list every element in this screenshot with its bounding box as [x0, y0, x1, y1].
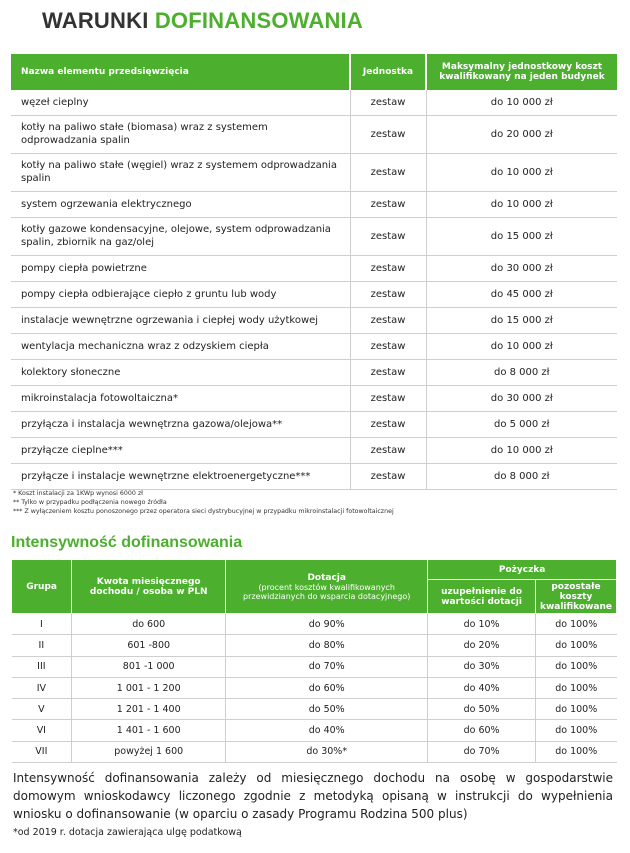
description-paragraph: Intensywność dofinansowania zależy od miesięcznego dochodu na osobę w gospodarstwie domowym wnioskodawcy liczonego zgodnie z metodyką opisaną w instrukcji do wypełnienia wniosku o dofinansowanie (w oparciu o zasady Programu Rodzina 500 plus)	[13, 771, 613, 821]
table-row	[12, 635, 617, 656]
table-row	[11, 333, 617, 359]
table-row	[11, 115, 617, 153]
cell-group: III	[12, 656, 72, 677]
cell-unit: zestaw	[350, 281, 426, 307]
header-loan-supplement: uzupełnienie do wartości dotacji	[428, 580, 536, 614]
cell-loan-supplement: do 40%	[428, 677, 536, 698]
cell-loan-supplement: do 50%	[428, 699, 536, 720]
cell-income: 1 401 - 1 600	[72, 720, 226, 741]
table-row	[12, 699, 617, 720]
cell-element: kotły na paliwo stałe (biomasa) wraz z systemem odprowadzania spalin	[11, 115, 350, 153]
cell-cost: do 15 000 zł	[426, 307, 617, 333]
costs-table-body	[11, 90, 617, 489]
header-income: Kwota miesięcznego dochodu / osoba w PLN	[72, 560, 226, 614]
cell-element: kolektory słoneczne	[11, 359, 350, 385]
table-row	[11, 255, 617, 281]
cell-group: I	[12, 614, 72, 635]
cell-element: przyłącza i instalacja wewnętrzna gazowa/olejowa**	[11, 411, 350, 437]
cell-group: II	[12, 635, 72, 656]
cell-unit: zestaw	[350, 437, 426, 463]
header-loan: Pożyczka	[428, 560, 617, 580]
cell-loan-supplement: do 60%	[428, 720, 536, 741]
table-row	[11, 359, 617, 385]
table-row	[12, 656, 617, 677]
table-row	[11, 153, 617, 191]
cell-loan-other: do 100%	[535, 677, 616, 698]
table-row	[11, 90, 617, 115]
cell-loan-other: do 100%	[535, 741, 616, 762]
table-row	[12, 720, 617, 741]
cell-cost: do 20 000 zł	[426, 115, 617, 153]
header-grant	[226, 560, 428, 614]
cell-loan-supplement: do 70%	[428, 741, 536, 762]
header-loan-other: pozostałe koszty kwalifikowane	[535, 580, 616, 614]
cell-loan-other: do 100%	[535, 699, 616, 720]
cell-element: system ogrzewania elektrycznego	[11, 191, 350, 217]
table-row	[11, 385, 617, 411]
cell-cost: do 10 000 zł	[426, 333, 617, 359]
cell-unit: zestaw	[350, 359, 426, 385]
cell-income: 801 -1 000	[72, 656, 226, 677]
cell-cost: do 10 000 zł	[426, 90, 617, 115]
cell-loan-supplement: do 20%	[428, 635, 536, 656]
cell-income: 601 -800	[72, 635, 226, 656]
cell-element: kotły na paliwo stałe (węgiel) wraz z systemem odprowadzania spalin	[11, 153, 350, 191]
cell-cost: do 8 000 zł	[426, 359, 617, 385]
cell-loan-other: do 100%	[535, 720, 616, 741]
header-unit: Jednostka	[350, 54, 426, 90]
table-row	[11, 281, 617, 307]
cell-unit: zestaw	[350, 153, 426, 191]
cell-loan-supplement: do 30%	[428, 656, 536, 677]
table-row	[11, 191, 617, 217]
cell-grant: do 50%	[226, 699, 428, 720]
cell-grant: do 70%	[226, 656, 428, 677]
cell-element: pompy ciepła odbierające ciepło z gruntu lub wody	[11, 281, 350, 307]
cell-element: instalacje wewnętrzne ogrzewania i ciepłej wody użytkowej	[11, 307, 350, 333]
intensity-table-body	[12, 614, 617, 763]
table-row	[12, 614, 617, 635]
costs-table-header	[11, 54, 617, 90]
cell-loan-other: do 100%	[535, 656, 616, 677]
footnote-3: *** Z wyłączeniem kosztu ponoszonego przez operatora sieci dystrybucyjnej w przypadku mikroinstalacji fotowoltaicznej	[13, 508, 394, 515]
footnotes	[13, 489, 394, 516]
cell-unit: zestaw	[350, 411, 426, 437]
cell-grant: do 40%	[226, 720, 428, 741]
cell-unit: zestaw	[350, 333, 426, 359]
title-part-1: WARUNKI	[42, 8, 149, 33]
cell-element: przyłącze i instalacje wewnętrzne elektroenergetyczne***	[11, 463, 350, 489]
header-max-cost: Maksymalny jednostkowy koszt kwalifikowany na jeden budynek	[426, 54, 617, 90]
cell-unit: zestaw	[350, 90, 426, 115]
cell-group: VII	[12, 741, 72, 762]
page-title	[42, 8, 363, 34]
table-row	[11, 217, 617, 255]
cell-unit: zestaw	[350, 463, 426, 489]
title-part-2: DOFINANSOWANIA	[154, 8, 363, 33]
cell-cost: do 30 000 zł	[426, 385, 617, 411]
cell-income: 1 201 - 1 400	[72, 699, 226, 720]
cell-unit: zestaw	[350, 191, 426, 217]
cell-element: kotły gazowe kondensacyjne, olejowe, system odprowadzania spalin, zbiornik na gaz/olej	[11, 217, 350, 255]
header-group: Grupa	[12, 560, 72, 614]
footnote-1: * Koszt instalacji za 1KWp wynosi 6000 zł	[13, 490, 143, 497]
cell-unit: zestaw	[350, 255, 426, 281]
cell-loan-supplement: do 10%	[428, 614, 536, 635]
cell-income: do 600	[72, 614, 226, 635]
cell-unit: zestaw	[350, 115, 426, 153]
cell-cost: do 10 000 zł	[426, 191, 617, 217]
cell-loan-other: do 100%	[535, 635, 616, 656]
cell-cost: do 45 000 zł	[426, 281, 617, 307]
header-grant-title: Dotacja	[307, 572, 346, 583]
cell-cost: do 10 000 zł	[426, 153, 617, 191]
intensity-table	[11, 559, 617, 763]
table-row	[11, 437, 617, 463]
table-row	[12, 741, 617, 762]
table-row	[12, 677, 617, 698]
table-row	[11, 463, 617, 489]
cell-cost: do 8 000 zł	[426, 463, 617, 489]
cell-group: IV	[12, 677, 72, 698]
cell-income: powyżej 1 600	[72, 741, 226, 762]
cell-element: przyłącze cieplne***	[11, 437, 350, 463]
cell-cost: do 5 000 zł	[426, 411, 617, 437]
footnote-2: ** Tylko w przypadku podłączenia nowego źródła	[13, 499, 167, 506]
cell-unit: zestaw	[350, 385, 426, 411]
cell-unit: zestaw	[350, 217, 426, 255]
costs-table	[11, 54, 617, 490]
table-row	[11, 307, 617, 333]
cell-unit: zestaw	[350, 307, 426, 333]
cell-group: VI	[12, 720, 72, 741]
cell-grant: do 90%	[226, 614, 428, 635]
cell-cost: do 10 000 zł	[426, 437, 617, 463]
cell-grant: do 30%*	[226, 741, 428, 762]
cell-element: węzeł cieplny	[11, 90, 350, 115]
header-element-name: Nazwa elementu przedsięwzięcia	[11, 54, 350, 90]
table-row	[11, 411, 617, 437]
section-subtitle: Intensywność dofinansowania	[11, 534, 243, 551]
cell-loan-other: do 100%	[535, 614, 616, 635]
bottom-footnote: *od 2019 r. dotacja zawierająca ulgę podatkową	[13, 827, 242, 838]
cell-element: pompy ciepła powietrzne	[11, 255, 350, 281]
cell-cost: do 30 000 zł	[426, 255, 617, 281]
cell-group: V	[12, 699, 72, 720]
cell-grant: do 80%	[226, 635, 428, 656]
cell-grant: do 60%	[226, 677, 428, 698]
cell-cost: do 15 000 zł	[426, 217, 617, 255]
header-grant-sub: (procent kosztów kwalifikowanych przewidzianych do wsparcia dotacyjnego)	[243, 582, 411, 601]
cell-element: wentylacja mechaniczna wraz z odzyskiem ciepła	[11, 333, 350, 359]
cell-income: 1 001 - 1 200	[72, 677, 226, 698]
cell-element: mikroinstalacja fotowoltaiczna*	[11, 385, 350, 411]
